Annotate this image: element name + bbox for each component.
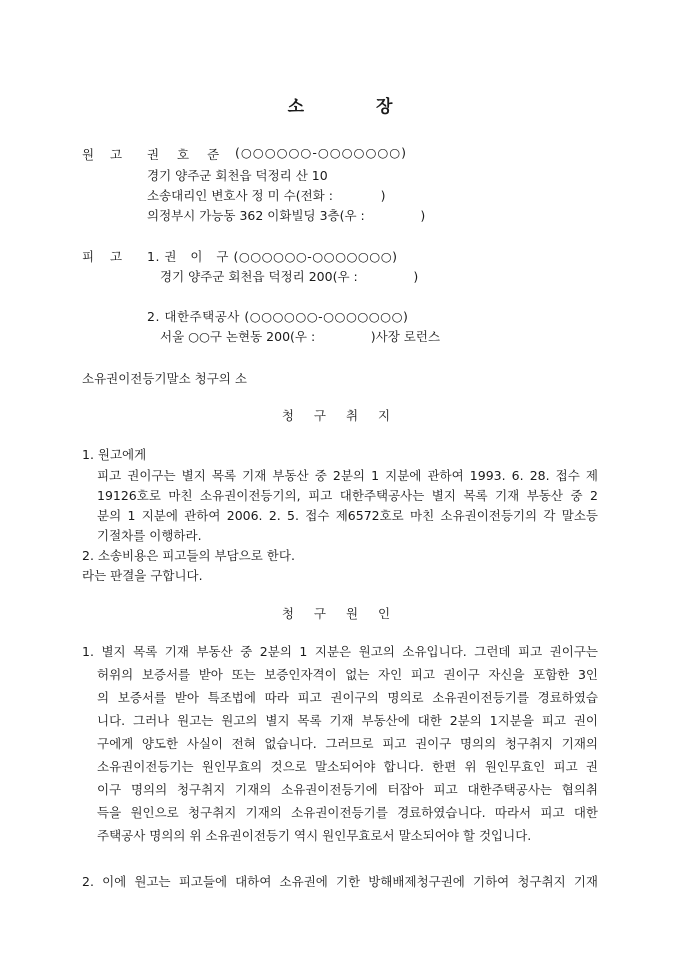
claim-item-2: 2. 소송비용은 피고들의 부담으로 한다. bbox=[82, 548, 295, 563]
cause-p1-line-6: 소유권이전등기는 원인무효의 것으로 말소되어야 합니다. 한편 위 원인무효인 피고 권 bbox=[97, 759, 598, 774]
claim-heading: 청 구 취 지 bbox=[281, 408, 399, 423]
defendant-1-name: 1. 권 이 구 (○○○○○○-○○○○○○○) bbox=[147, 249, 398, 264]
claim-item-1-line-4: 기절차를 이행하라. bbox=[97, 528, 202, 543]
defendant-2-name: 2. 대한주택공사 (○○○○○○-○○○○○○○) bbox=[147, 309, 409, 324]
cause-p1-line-9: 주택공사 명의의 위 소유권이전등기 역시 원인무효로서 말소되어야 할 것입니다. bbox=[97, 828, 532, 843]
attorney-address: 의정부시 가능동 362 이화빌딩 3층(우 : ) bbox=[147, 208, 426, 223]
cause-p1-line-2: 허위의 보증서를 받아 또는 보증인자격이 없는 자인 피고 권이구 자신을 포함한 3인 bbox=[97, 667, 598, 682]
cause-heading: 청 구 원 인 bbox=[281, 606, 399, 621]
defendant-2-address: 서울 ○○구 논현동 200(우 : )사장 로런스 bbox=[160, 329, 441, 344]
claim-closing: 라는 판결을 구합니다. bbox=[82, 568, 203, 583]
plaintiff-address: 경기 양주군 회천읍 덕정리 산 10 bbox=[147, 168, 328, 183]
cause-p1-line-5: 구에게 양도한 사실이 전혀 없습니다. 그러므로 피고 권이구 명의의 청구취지 기재의 bbox=[97, 736, 598, 751]
claim-item-1: 1. 원고에게 bbox=[82, 447, 147, 462]
defendant-label: 피 고 bbox=[82, 249, 129, 264]
plaintiff-attorney: 소송대리인 변호사 정 미 수(전화 : ) bbox=[147, 188, 386, 203]
cause-p1-line-8: 득을 원인으로 청구취지 기재의 소유권이전등기를 경료하였습니다. 따라서 피고 대한 bbox=[97, 805, 598, 820]
plaintiff-id: (○○○○○○-○○○○○○○) bbox=[235, 145, 408, 160]
title-char-2: 장 bbox=[376, 97, 393, 117]
title-char-1: 소 bbox=[287, 97, 304, 117]
plaintiff-name: 권 호 준 bbox=[147, 147, 220, 162]
cause-p1-line-7: 이구 명의의 청구취지 기재의 소유권이전등기에 터잡아 피고 대한주택공사는 협의취 bbox=[97, 782, 598, 797]
cause-p2-line-1: 2. 이에 원고는 피고들에 대하여 소유권에 기한 방해배제청구권에 기하여 청구취지 기재 bbox=[82, 874, 598, 889]
defendant-1-address: 경기 양주군 회천읍 덕정리 200(우 : ) bbox=[160, 269, 419, 284]
cause-p1-line-4: 니다. 그러나 원고는 원고의 별지 목록 기재 부동산에 대한 2분의 1지분을 피고 권이 bbox=[97, 713, 598, 728]
claim-item-1-line-2: 19126호로 마친 소유권이전등기의, 피고 대한주택공사는 별지 목록 기재 부동산 중 2 bbox=[97, 488, 598, 503]
cause-p1-line-3: 의 보증서를 받아 특조법에 따라 피고 권이구의 명의로 소유권이전등기를 경료하였습 bbox=[97, 690, 598, 705]
case-name: 소유권이전등기말소 청구의 소 bbox=[82, 371, 247, 386]
claim-item-1-line-3: 분의 1 지분에 관하여 2006. 2. 5. 접수 제6572호로 마친 소유권이전등기의 각 말소등 bbox=[97, 508, 598, 523]
document-title bbox=[0, 92, 680, 117]
plaintiff-label: 원 고 bbox=[82, 147, 129, 162]
cause-p1-line-1: 1. 별지 목록 기재 부동산 중 2분의 1 지분은 원고의 소유입니다. 그런데 피고 권이구는 bbox=[82, 644, 598, 659]
claim-item-1-line-1: 피고 권이구는 별지 목록 기재 부동산 중 2분의 1 지분에 관하여 1993. 6. 28. 접수 제 bbox=[97, 468, 598, 483]
